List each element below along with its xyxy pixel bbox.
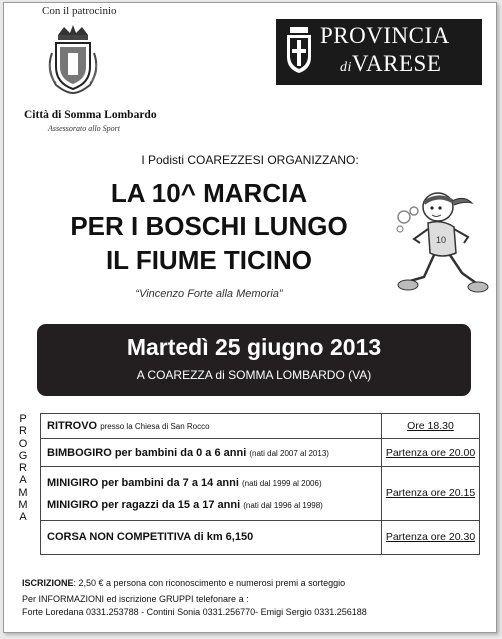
- programma-table: [40, 413, 480, 555]
- title-line-1: LA 10^ MARCIA: [110, 178, 308, 208]
- row-title: BIMBOGIRO per bambini da 0 a 6 anni: [47, 447, 247, 459]
- row-label: [47, 531, 253, 543]
- di-wordmark: di: [340, 60, 352, 75]
- table-row: [41, 466, 479, 521]
- row-title: RITROVO: [47, 420, 98, 432]
- cartoon-runner-icon: [394, 181, 490, 303]
- row-note: (nati dal 1996 al 1998): [243, 501, 323, 510]
- varese-text: VARESE: [351, 51, 442, 76]
- info-line-1: Per INFORMAZIONI ed iscrizione GRUPPI telefonare a :: [22, 594, 249, 604]
- title-line-2: PER I BOSCHI LUNGO: [70, 211, 348, 241]
- row-label: [47, 447, 329, 459]
- row-time: Partenza ore 20.00: [385, 447, 476, 459]
- row-title: CORSA NON COMPETITIVA di km 6,150: [47, 531, 254, 543]
- memorial-subtitle: “Vincenzo Forte alla Memoria”: [135, 288, 283, 300]
- varese-wordmark: [340, 51, 441, 77]
- row-note: (nati dal 2007 al 2013): [249, 449, 329, 458]
- programma-letter: O: [18, 437, 28, 450]
- programma-letter: R: [19, 425, 27, 438]
- provincia-crest-icon: [284, 25, 314, 75]
- somma-lombardo-crest-icon: [44, 23, 102, 95]
- programma-letter: A: [19, 511, 27, 524]
- table-row: [41, 414, 479, 438]
- programma-vertical-label: [16, 413, 30, 524]
- table-row: [41, 438, 479, 467]
- row-label: [47, 499, 323, 511]
- svg-text:10: 10: [436, 235, 447, 245]
- programma-letter: P: [19, 413, 27, 425]
- provincia-varese-logo: [276, 19, 482, 85]
- row-note: (nati dal 1999 al 2006): [242, 479, 322, 488]
- row-label: [47, 420, 210, 432]
- title-line-3: IL FIUME TICINO: [105, 245, 313, 275]
- flyer-page: [3, 2, 497, 633]
- row-time: Partenza ore 20.30: [385, 531, 476, 543]
- iscrizione-label: ISCRIZIONE: [22, 578, 74, 588]
- row-note: presso la Chiesa di San Rocco: [100, 422, 210, 431]
- event-date: Martedì 25 giugno 2013: [126, 334, 382, 360]
- event-location: A COAREZZA di SOMMA LOMBARDO (VA): [136, 368, 372, 382]
- programma-letter: M: [18, 486, 28, 499]
- date-banner: [37, 324, 471, 396]
- row-label: [47, 477, 322, 489]
- table-row: [41, 520, 479, 555]
- row-title: MINIGIRO per bambini da 7 a 14 anni: [47, 477, 239, 489]
- iscrizione-text: : 2,50 € a persona con riconoscimento e numerosi premi a sorteggio: [73, 578, 346, 588]
- programma-letter: G: [18, 449, 28, 462]
- info-line-2: Forte Loredana 0331.253788 - Contini Sonia 0331.256770- Emigi Sergio 0331.256188: [22, 607, 367, 617]
- provincia-wordmark: PROVINCIA: [320, 23, 450, 48]
- comune-name: Città di Somma Lombardo: [24, 109, 157, 121]
- iscrizione-line: [22, 578, 345, 588]
- programma-letter: M: [18, 499, 28, 512]
- programma-letter: A: [19, 474, 27, 487]
- row-time: Partenza ore 20.15: [385, 487, 476, 499]
- row-time: Ore 18.30: [407, 420, 454, 432]
- patrocinio-label: Con il patrocinio: [42, 5, 117, 17]
- organizer-line: I Podisti COAREZZESI ORGANIZZANO:: [141, 153, 359, 167]
- assessorato-label: Assessorato allo Sport: [48, 124, 121, 133]
- programma-letter: R: [19, 462, 27, 475]
- row-title: MINIGIRO per ragazzi da 15 a 17 anni: [47, 499, 241, 511]
